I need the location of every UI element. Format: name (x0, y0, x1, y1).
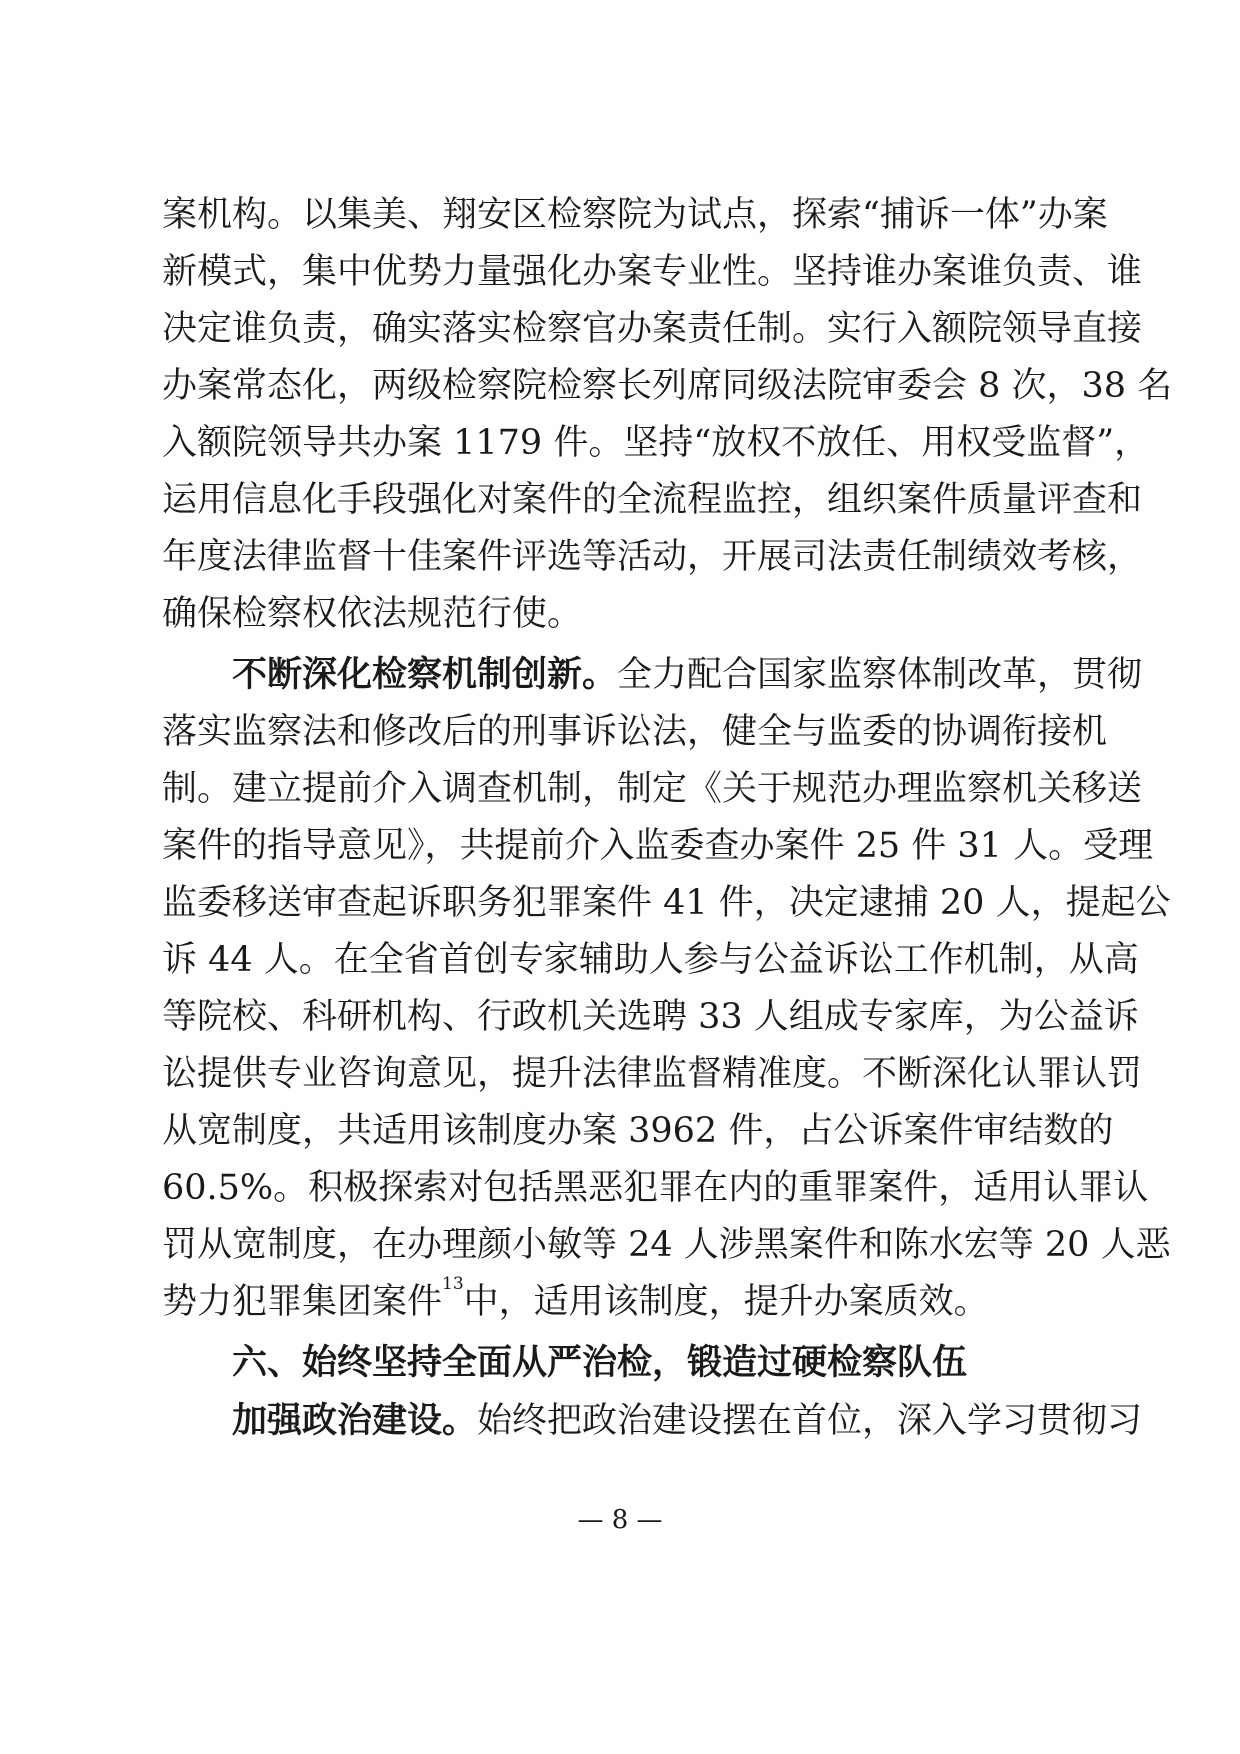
paragraph-2-line-7: 等院校、科研机构、行政机关选聘 33 人组成专家库，为公益诉 (162, 997, 1139, 1037)
paragraph-2-line-9: 从宽制度，共适用该制度办案 3962 件，占公诉案件审结数的 (162, 1111, 1114, 1151)
paragraph-2-line-5: 监委移送审查起诉职务犯罪案件 41 件，决定逮捕 20 人，提起公 (162, 883, 1171, 923)
paragraph-1-line-4: 办案常态化，两级检察院检察长列席同级法院审委会 8 次，38 名 (162, 366, 1173, 406)
paragraph-1-line-6: 运用信息化手段强化对案件的全流程监控，组织案件质量评查和 (162, 480, 1143, 520)
paragraph-2-bold-lead: 不断深化检察机制创新。 (232, 655, 618, 695)
paragraph-2-line-8: 讼提供专业咨询意见，提升法律监督精准度。不断深化认罪认罚 (162, 1054, 1143, 1094)
paragraph-2-line-6: 诉 44 人。在全省首创专家辅助人参与公益诉讼工作机制，从高 (162, 940, 1139, 980)
paragraph-1-line-7: 年度法律监督十佳案件评选等活动，开展司法责任制绩效考核， (162, 537, 1143, 577)
paragraph-2-last-line-before-footnote: 势力犯罪集团案件 (162, 1282, 443, 1322)
footnote-reference: 13 (442, 1274, 464, 1294)
paragraph-2-line-3: 制。建立提前介入调查机制，制定《关于规范办理监察机关移送 (162, 769, 1143, 809)
paragraph-2-line-4: 案件的指导意见》，共提前介入监委查办案件 25 件 31 人。受理 (162, 826, 1154, 866)
paragraph-2-line-12 (162, 1273, 1082, 1331)
section-heading: 六、始终坚持全面从严治检，锻造过硬检察队伍 (232, 1343, 968, 1383)
paragraph-1-line-1: 案机构。以集美、翔安区检察院为试点，探索“捕诉一体”办案 (162, 195, 1108, 235)
paragraph-2-last-line-after-footnote: 中，适用该制度，提升办案质效。 (463, 1282, 989, 1322)
paragraph-2-first-line-rest: 全力配合国家监察体制改革，贯彻 (617, 655, 1143, 695)
paragraph-2-line-10: 60.5%。积极探索对包括黑恶犯罪在内的重罪案件，适用认罪认 (162, 1168, 1149, 1208)
page-number: — 8 — (577, 1505, 663, 1535)
paragraph-1-line-5: 入额院领导共办案 1179 件。坚持“放权不放任、用权受监督”， (162, 423, 1150, 463)
paragraph-1-line-2: 新模式，集中优势力量强化办案专业性。坚持谁办案谁负责、谁 (162, 252, 1143, 292)
paragraph-3-bold-lead: 加强政治建设。 (232, 1401, 478, 1441)
paragraph-2-line-11: 罚从宽制度，在办理颜小敏等 24 人涉黑案件和陈水宏等 20 人恶 (162, 1225, 1171, 1265)
paragraph-2-line-2: 落实监察法和修改后的刑事诉讼法，健全与监委的协调衔接机 (162, 712, 1108, 752)
paragraph-1-line-3: 决定谁负责，确实落实检察官办案责任制。实行入额院领导直接 (162, 309, 1143, 349)
paragraph-3-first-line-rest: 始终把政治建设摆在首位，深入学习贯彻习 (477, 1401, 1143, 1441)
paragraph-2-line-1 (232, 646, 1143, 704)
paragraph-1-line-8: 确保检察权依法规范行使。 (162, 594, 583, 634)
paragraph-3-line-1 (232, 1392, 1143, 1450)
